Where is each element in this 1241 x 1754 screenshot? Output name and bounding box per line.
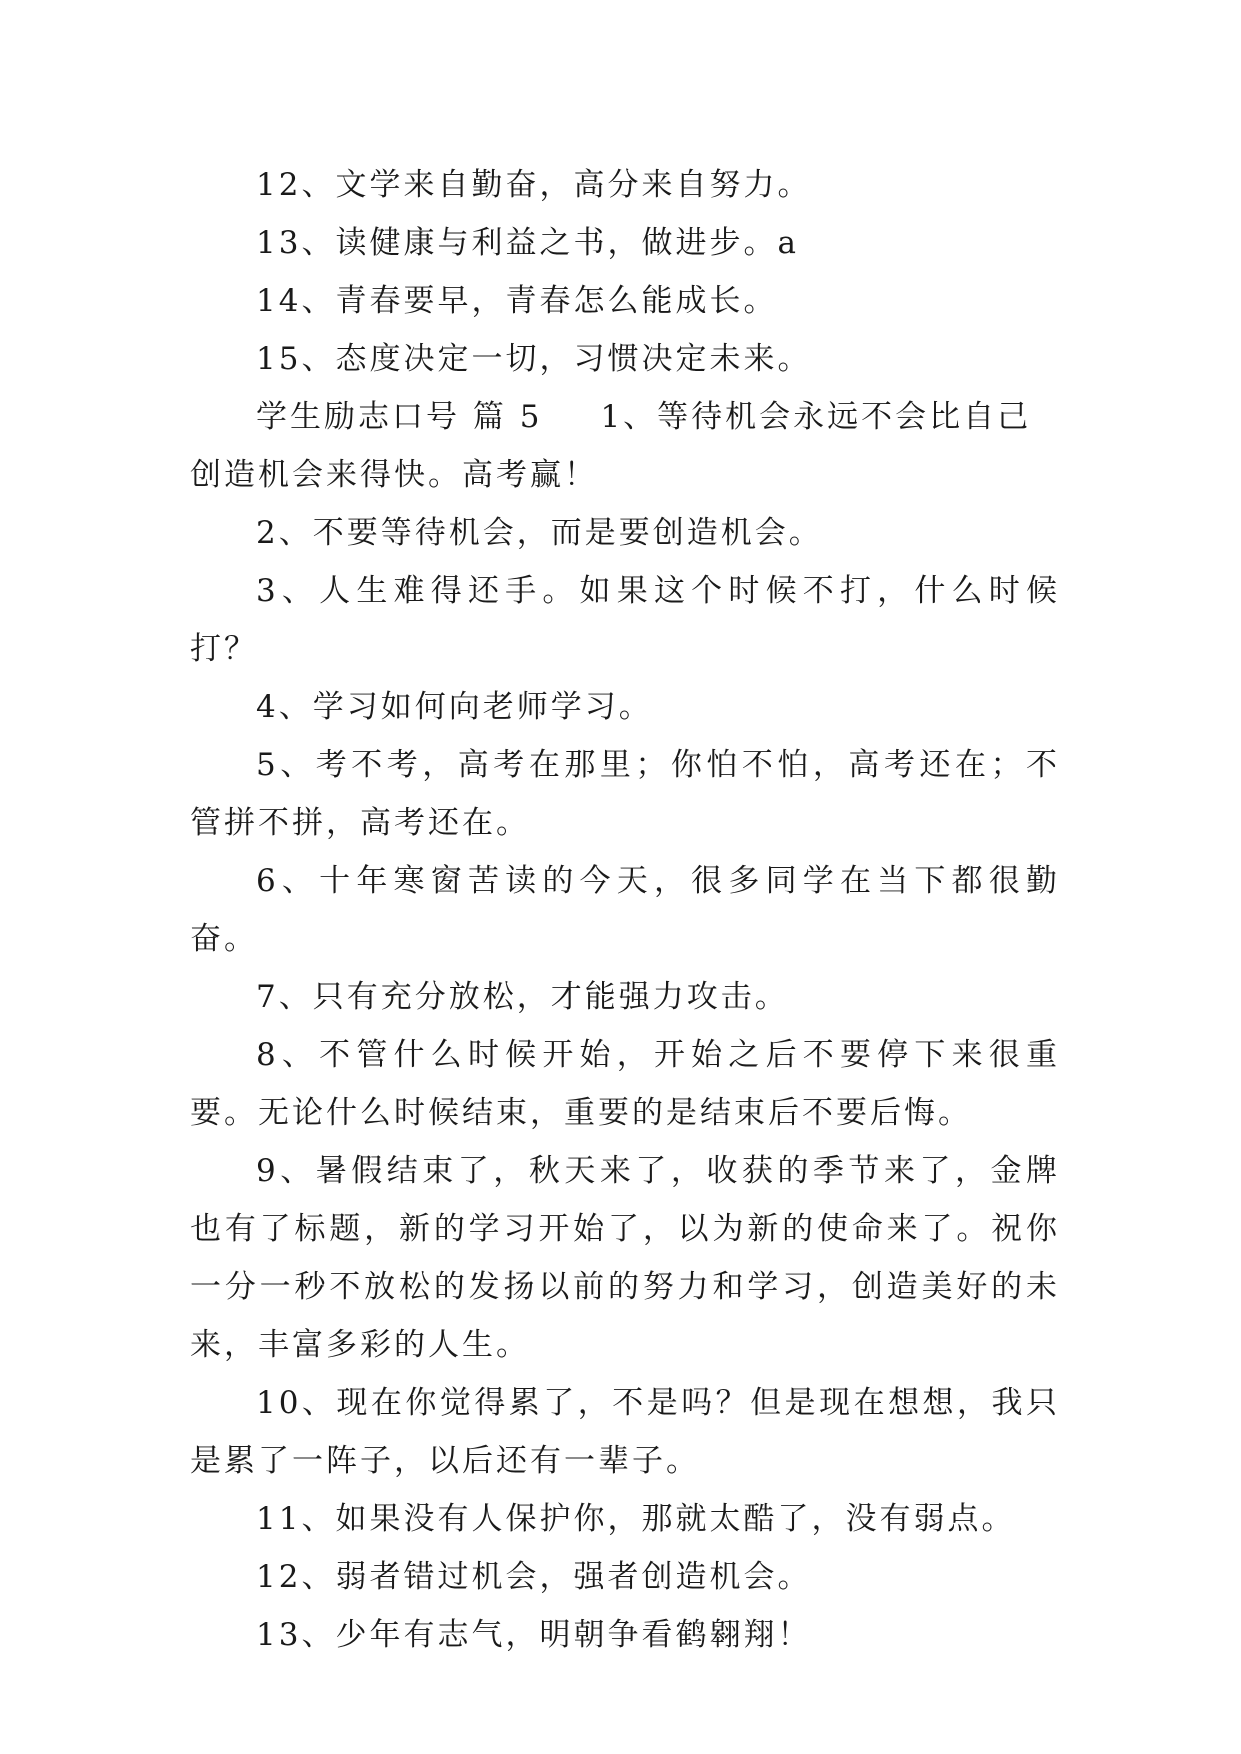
list-item: 10、现在你觉得累了，不是吗？但是现在想想，我只是累了一阵子，以后还有一辈子。 [190,1385,1060,1479]
document-body [190,156,1060,1664]
list-item: 13、读健康与利益之书，做进步。a [256,225,799,261]
list-item: 4、学习如何向老师学习。 [256,689,653,725]
list-item: 7、只有充分放松，才能强力攻击。 [256,979,789,1015]
list-item: 12、文学来自勤奋，高分来自努力。 [256,167,812,203]
list-item: 15、态度决定一切，习惯决定未来。 [256,341,812,377]
section-title: 学生励志口号 篇 5 [256,399,543,435]
list-item: 12、弱者错过机会，强者创造机会。 [256,1559,812,1595]
list-item: 8、不管什么时候开始，开始之后不要停下来很重要。无论什么时候结束，重要的是结束后不要后悔。 [190,1037,1060,1131]
list-item: 2、不要等待机会，而是要创造机会。 [256,515,823,551]
list-item: 1、等待机会永远不会比自己创造机会来得快。高考赢！ [190,399,1032,493]
list-item: 11、如果没有人保护你，那就太酷了，没有弱点。 [256,1501,1016,1537]
list-item: 6、十年寒窗苦读的今天，很多同学在当下都很勤奋。 [190,863,1060,957]
list-item: 3、人生难得还手。如果这个时候不打，什么时候打？ [190,573,1060,667]
list-item: 13、少年有志气，明朝争看鹤翱翔！ [256,1617,812,1653]
section-heading-paragraph [190,388,1060,504]
list-item: 9、暑假结束了，秋天来了，收获的季节来了，金牌也有了标题，新的学习开始了，以为新的使命来了。祝你一分一秒不放松的发扬以前的努力和学习，创造美好的未来，丰富多彩的人生。 [190,1153,1060,1363]
list-item: 5、考不考，高考在那里；你怕不怕，高考还在；不管拼不拼，高考还在。 [190,747,1060,841]
list-item: 14、青春要早，青春怎么能成长。 [256,283,778,319]
